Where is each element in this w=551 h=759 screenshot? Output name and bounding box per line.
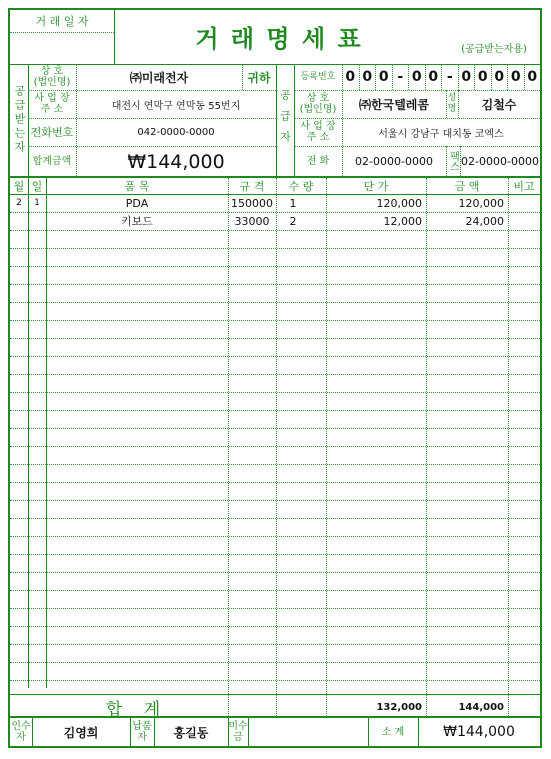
row-divider (10, 554, 540, 555)
registration-number (342, 64, 540, 90)
reg-digit: 0 (375, 64, 392, 90)
reg-digit: 0 (408, 64, 425, 90)
row-amount: 120,000 (458, 196, 504, 210)
col-day-header: 일 (31, 179, 43, 193)
supplier-fax: 02-0000-0000 (461, 154, 539, 168)
subtotal-amount: ₩144,000 (443, 724, 515, 740)
reg-digit: 0 (491, 64, 508, 90)
deliverer-label: 납품자 (132, 721, 152, 743)
col-amount-header: 금 액 (454, 179, 480, 193)
row-day (28, 212, 46, 230)
subtotal-label: 소 계 (381, 726, 405, 738)
row-divider (10, 590, 540, 591)
row-divider (10, 482, 540, 483)
totals-price-sum: 132,000 (376, 701, 422, 713)
row-price: 12,000 (383, 214, 422, 228)
supplier-phone: 02-0000-0000 (355, 154, 433, 168)
col-note-header: 비고 (513, 179, 535, 193)
receiver-sign-name: 김영희 (63, 725, 99, 740)
totals-amount-sum: 144,000 (458, 701, 504, 713)
row-price: 120,000 (376, 196, 422, 210)
supplier-address: 서울시 강남구 대치동 코엑스 (378, 128, 504, 140)
trade-date-field[interactable] (10, 34, 114, 62)
row-divider (10, 662, 540, 663)
col-qty-header: 수 량 (288, 179, 314, 193)
row-divider (10, 230, 540, 231)
total-amount-label: 합계금액 (32, 155, 72, 167)
row-divider (10, 518, 540, 519)
reg-digit: 0 (425, 64, 442, 90)
document-title: 거 래 명 세 표 (195, 24, 363, 53)
row-divider (10, 680, 540, 681)
row-spec: 33000 (234, 214, 270, 228)
col-month-header: 월 (13, 179, 25, 193)
receiver-phone-label: 전화번호 (30, 125, 74, 139)
row-divider (10, 320, 540, 321)
row-divider (10, 644, 540, 645)
fax-label: 팩스 (447, 151, 459, 171)
supplier-company-name: ㈜한국텔레콤 (359, 97, 429, 112)
row-divider (10, 356, 540, 357)
row-divider (10, 608, 540, 609)
row-divider (10, 572, 540, 573)
copy-type-subtitle: (공급받는자용) (461, 44, 527, 55)
total-amount: ₩144,000 (127, 151, 225, 173)
reg-digit: 0 (458, 64, 475, 90)
receiver-phone: 042-0000-0000 (137, 126, 215, 138)
invoice-form (8, 8, 542, 748)
row-divider (10, 248, 540, 249)
row-divider (10, 446, 540, 447)
receiver-side-label: 공급받는자 (13, 85, 26, 155)
row-month: 2 (16, 198, 22, 208)
row-divider (10, 428, 540, 429)
row-divider (10, 500, 540, 501)
row-spec: 150000 (231, 196, 273, 210)
supplier-phone-label: 전 화 (306, 155, 330, 167)
representative-name: 김철수 (481, 97, 517, 112)
row-divider (10, 338, 540, 339)
receiver-company-label: 상 호 (법인명) (33, 66, 71, 88)
table-row (10, 212, 540, 230)
totals-label: 합 계 (105, 699, 169, 720)
supplier-address-label: 사 업 장 주 소 (300, 121, 336, 143)
row-note (508, 212, 540, 230)
row-note (508, 194, 540, 212)
row-qty: 2 (289, 214, 297, 228)
unpaid-label: 미수금 (228, 721, 248, 743)
reg-digit: 0 (507, 64, 524, 90)
receiver-sign-label: 인수자 (11, 721, 31, 743)
row-divider (10, 392, 540, 393)
supplier-side-label: 공급자 (278, 88, 292, 152)
row-qty: 1 (289, 196, 297, 210)
receiver-address-label: 사 업 장 주 소 (34, 93, 70, 115)
col-price-header: 단 가 (363, 179, 389, 193)
row-divider (10, 410, 540, 411)
unpaid-amount (248, 718, 368, 746)
row-divider (10, 212, 540, 213)
trade-date-label: 거 래 일 자 (35, 14, 89, 28)
row-divider (10, 536, 540, 537)
reg-digit: - (441, 64, 458, 90)
registration-number-label: 등록번호 (300, 71, 336, 82)
deliverer-name: 홍길동 (173, 725, 209, 740)
supplier-company-label: 상 호 (법인명) (299, 93, 337, 115)
receiver-address: 대전시 연막구 연막동 55번지 (111, 100, 241, 112)
row-divider (10, 626, 540, 627)
row-divider (10, 266, 540, 267)
row-item: PDA (125, 196, 149, 210)
row-day: 1 (34, 198, 40, 208)
row-item: 키보드 (121, 215, 153, 228)
row-divider (10, 284, 540, 285)
reg-digit: 0 (524, 64, 541, 90)
row-divider (10, 464, 540, 465)
row-divider (10, 374, 540, 375)
honorific: 귀하 (247, 70, 271, 85)
col-spec-header: 규 격 (239, 179, 265, 193)
table-row (10, 194, 540, 212)
row-month (10, 212, 28, 230)
row-divider (10, 302, 540, 303)
col-item-header: 품 목 (124, 179, 150, 193)
reg-digit: 0 (474, 64, 491, 90)
reg-digit: 0 (345, 69, 356, 85)
representative-name-label: 성명 (447, 93, 457, 114)
reg-digit: 0 (359, 64, 376, 90)
row-amount: 24,000 (465, 214, 504, 228)
receiver-company-name: ㈜미래전자 (129, 70, 189, 85)
reg-digit: - (392, 64, 409, 90)
